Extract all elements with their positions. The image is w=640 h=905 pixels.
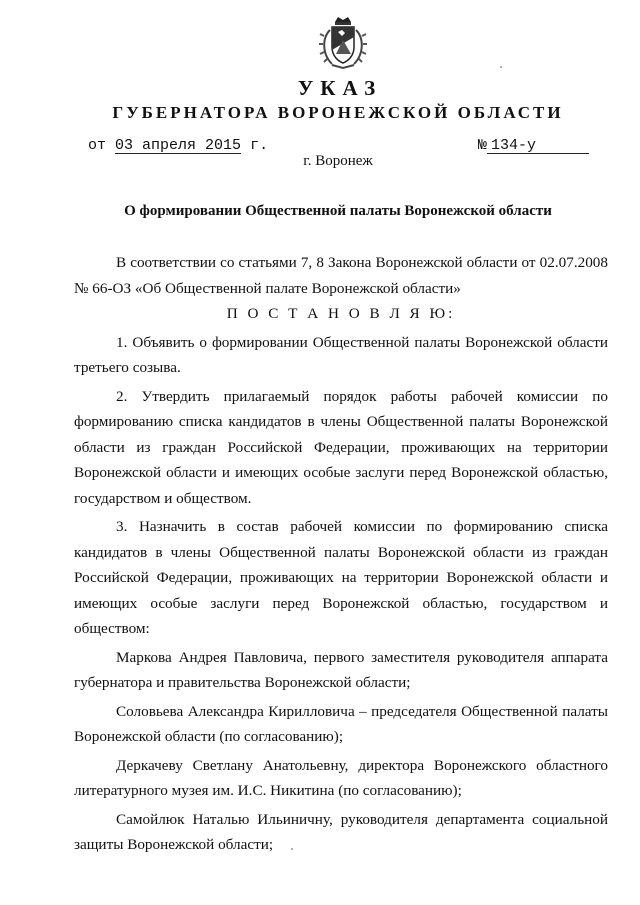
document-date	[88, 137, 268, 154]
preamble-paragraph: В соответствии со статьями 7, 8 Закона Воронежской области от 02.07.2008 № 66-ОЗ «Об Общественной палате Воронежской области»	[74, 254, 608, 297]
member-entry: Соловьева Александра Кирилловича – председателя Общественной палаты Воронежской области (по согласованию);	[74, 702, 608, 745]
date-value: 03 апреля 2015	[115, 137, 242, 154]
coat-of-arms-icon	[318, 14, 368, 70]
document-number	[478, 137, 589, 154]
paragraph-item-2: 2. Утвердить прилагаемый порядок работы рабочей комиссии по формированию списка кандидатов в члены Общественной палаты Воронежской области из граждан Российской Федерации, проживающих на территории Воронежской области и имеющих особые заслуги перед Воронежской областью, государством и обществом.	[74, 387, 608, 507]
paragraph-item-3: 3. Назначить в состав рабочей комиссии по формированию списка кандидатов в члены Общественной палаты Воронежской области из граждан Российской Федерации, проживающих на территории Воронежской области и имеющих особые заслуги перед Воронежской областью, государством и обществом:	[74, 518, 608, 637]
member-entry: Деркачеву Светлану Анатольевну, директора Воронежского областного литературного музея им. И.С. Никитина (по согласованию);	[74, 756, 608, 799]
member-entry: Самойлюк Наталью Ильиничну, руководителя департамента социальной защиты Воронежской области;	[74, 810, 608, 853]
document-subtitle: ГУБЕРНАТОРА ВОРОНЕЖСКОЙ ОБЛАСТИ	[112, 103, 564, 122]
scan-speck	[500, 66, 502, 68]
number-value: 134-у	[487, 138, 589, 154]
paragraph-item-1: 1. Объявить о формировании Общественной палаты Воронежской области третьего созыва.	[74, 333, 608, 376]
document-city: г. Воронеж	[303, 153, 373, 169]
member-entry: Маркова Андрея Павловича, первого заместителя руководителя аппарата губернатора и правительства Воронежской области;	[74, 648, 608, 691]
document-body	[74, 250, 608, 858]
scan-speck	[291, 848, 293, 850]
document-title: УКАЗ	[297, 76, 383, 100]
number-prefix: №	[478, 137, 488, 154]
document-subject: О формировании Общественной палаты Воронежской области	[124, 203, 552, 219]
decree-word: П О С Т А Н О В Л Я Ю:	[226, 305, 456, 322]
date-prefix: от	[88, 137, 107, 154]
date-suffix: г.	[250, 137, 269, 154]
